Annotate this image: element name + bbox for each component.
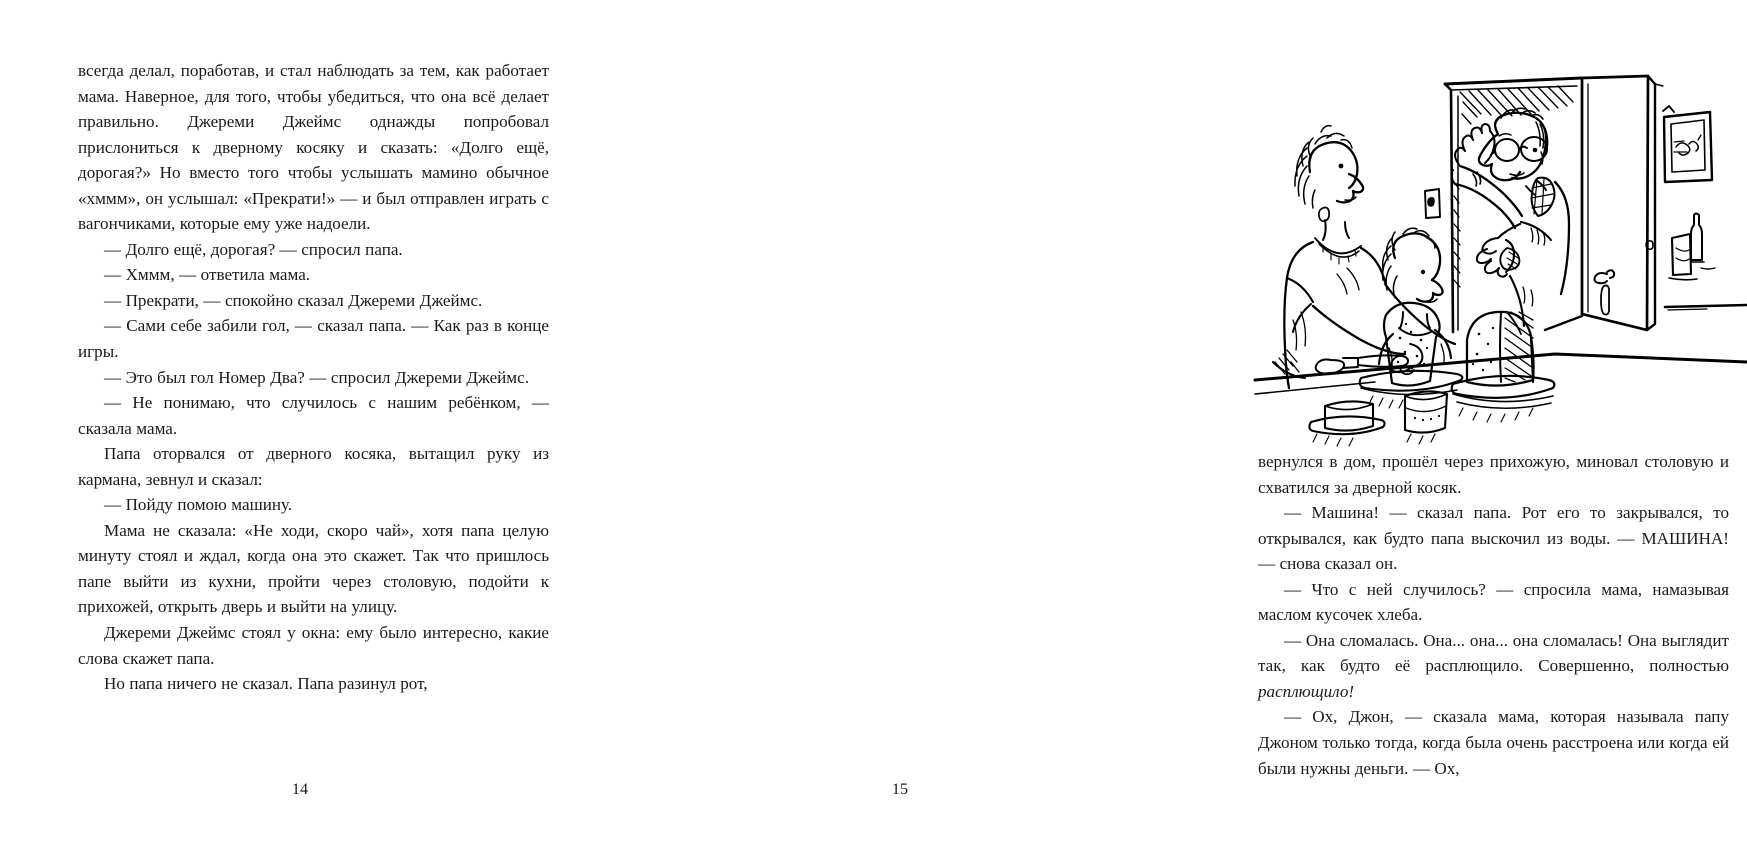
bottle bbox=[1691, 214, 1715, 270]
illustration bbox=[1255, 62, 1747, 434]
right-page-paragraph: вернулся в дом, прошёл через прихожую, миновал столовую и схватился за дверной косяк. bbox=[1258, 452, 1729, 497]
left-page-paragraph: — Прекрати, — спокойно сказал Джереми Джеймс. bbox=[104, 290, 483, 310]
body-text: — Она сломалась. Она... она... она сломалась! Она выглядит так, как будто её расплющило. Совершенно, полностью bbox=[1258, 630, 1729, 676]
left-page-text-column bbox=[78, 58, 549, 697]
butter-dish bbox=[1309, 401, 1384, 446]
emphasis-text: расплющило! bbox=[1258, 681, 1355, 701]
page-right bbox=[600, 0, 1729, 851]
left-page-paragraph: — Сами себе забили гол, — сказал папа. — Как раз в конце игры. bbox=[78, 316, 549, 362]
jar bbox=[1405, 391, 1447, 444]
right-page-text-column bbox=[1258, 449, 1729, 781]
light-switch bbox=[1425, 189, 1440, 218]
picture-frame bbox=[1663, 106, 1712, 182]
left-page-paragraph: Джереми Джеймс стоял у окна: ему было интересно, какие слова скажет папа. bbox=[78, 623, 549, 668]
left-page-paragraph: — Хммм, — ответила мама. bbox=[104, 265, 311, 285]
page-number-left: 14 bbox=[291, 780, 309, 798]
left-page-paragraph: всегда делал, поработав, и стал наблюдать за тем, как работает мама. Наверное, для того, чтобы убедиться, что она всё делает правильно. Джереми Джеймс однажды попробовал прислониться к дверному косяку и сказать: «Долго ещё, дорогая?» Но вместо того чтобы услышать мамино обычное «хммм», он услышал: «Прекрати!» — и был отправлен играть с вагончиками, которые ему уже надоели. bbox=[78, 61, 549, 234]
room-floor-line bbox=[1665, 305, 1747, 310]
earring bbox=[1319, 208, 1329, 222]
left-page-paragraph: Но папа ничего не сказал. Папа разинул рот, bbox=[104, 674, 428, 694]
left-page-paragraph: Папа оторвался от дверного косяка, вытащил руку из кармана, зевнул и сказал: bbox=[78, 444, 549, 489]
hallway-table bbox=[1669, 234, 1697, 280]
father-figure bbox=[1451, 108, 1569, 334]
right-page-paragraph: — Что с ней случилось? — спросила мама, намазывая маслом кусочек хлеба. bbox=[1258, 579, 1729, 625]
right-page-paragraph: — Ох, Джон, — сказала мама, которая называла папу Джоном только тогда, когда была очень расстроена или когда ей были нужны деньги. — Ох, bbox=[1258, 707, 1729, 778]
left-page-paragraph: — Долго ещё, дорогая? — спросил папа. bbox=[104, 239, 403, 259]
right-page-paragraph bbox=[1258, 628, 1729, 705]
doorway-shadow bbox=[1460, 86, 1573, 124]
right-page-paragraph: — Машина! — сказал папа. Рот его то закрывался, то открывался, как будто папа выскочил из воды. — МАШИНА! — снова сказал он. bbox=[1258, 503, 1729, 574]
left-page-paragraph: Мама не сказала: «Не ходи, скоро чай», хотя папа целую минуту стоял и ждал, когда она это скажет. Так что пришлось папе выйти из кухни, пройти через столовую, подойти к прихожей, открыть дверь и выйти на улицу. bbox=[78, 520, 549, 617]
doorway-jamb-shading bbox=[1454, 182, 1460, 287]
page-left bbox=[0, 0, 600, 851]
left-page-paragraph: — Пойду помою машину. bbox=[104, 495, 293, 515]
loaf-shading bbox=[1505, 312, 1533, 382]
glasses bbox=[1491, 137, 1547, 161]
page-number-right: 15 bbox=[891, 780, 909, 798]
gesturing-hand bbox=[1477, 238, 1514, 277]
left-page-paragraph: — Это был гол Номер Два? — спросил Джереми Джеймс. bbox=[104, 367, 529, 387]
necklace bbox=[1315, 238, 1361, 264]
tie bbox=[1531, 178, 1555, 216]
door-handle bbox=[1595, 270, 1615, 314]
left-page-paragraph: — Не понимаю, что случилось с нашим ребёнком, — сказала мама. bbox=[78, 393, 549, 438]
